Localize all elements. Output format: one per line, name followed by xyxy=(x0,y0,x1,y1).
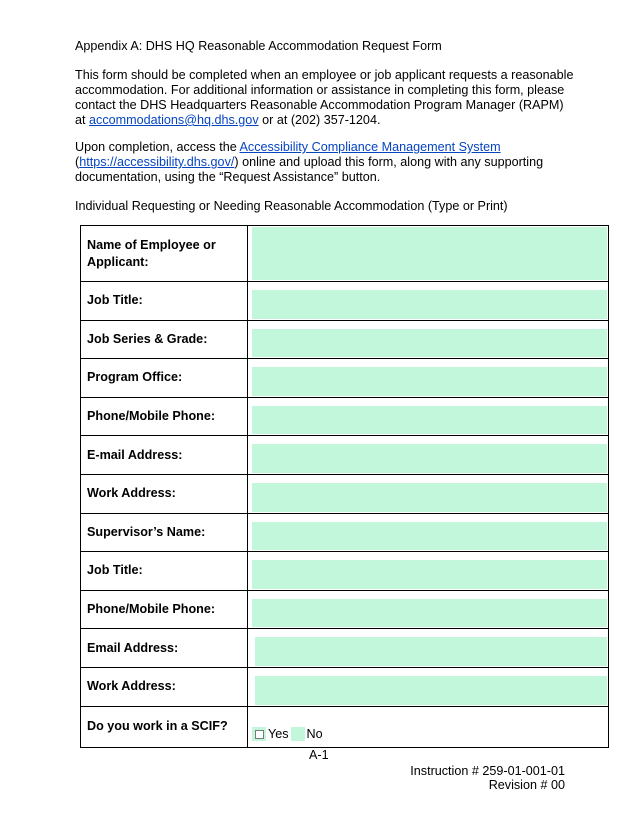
field-label: Program Office: xyxy=(81,359,248,398)
field-label: Name of Employee or Applicant: xyxy=(81,226,248,282)
scif-no-label: No xyxy=(306,726,323,741)
supervisor-name-field[interactable] xyxy=(248,513,609,552)
job-series-grade-field[interactable] xyxy=(248,320,609,359)
field-label: E-mail Address: xyxy=(81,436,248,475)
field-fill[interactable] xyxy=(252,444,607,473)
table-row xyxy=(81,320,609,359)
field-fill[interactable] xyxy=(252,560,607,589)
table-row xyxy=(81,397,609,436)
table-row xyxy=(81,629,609,668)
name-field[interactable] xyxy=(248,226,609,282)
supervisor-work-address-field[interactable] xyxy=(248,667,609,706)
field-fill[interactable] xyxy=(252,227,607,280)
rapm-email-link[interactable]: accommodations@hq.dhs.gov xyxy=(89,113,259,127)
field-fill[interactable] xyxy=(252,329,607,358)
table-row xyxy=(81,226,609,282)
table-row xyxy=(81,359,609,398)
scif-choice-group xyxy=(248,713,608,741)
field-label: Phone/Mobile Phone: xyxy=(81,590,248,629)
open-paren: ( xyxy=(75,155,80,169)
intro-paragraph xyxy=(75,68,575,128)
upload-paragraph xyxy=(75,140,575,185)
checkbox-square-icon xyxy=(255,730,264,739)
field-fill[interactable] xyxy=(255,637,607,666)
revision-number: Revision # 00 xyxy=(488,778,565,792)
field-fill[interactable] xyxy=(252,522,607,551)
table-row xyxy=(81,706,609,747)
field-label: Phone/Mobile Phone: xyxy=(81,397,248,436)
accessibility-url-link[interactable]: https://accessibility.dhs.gov/ xyxy=(79,155,235,169)
accommodation-request-table xyxy=(80,225,609,748)
field-fill[interactable] xyxy=(255,676,607,705)
field-fill[interactable] xyxy=(252,367,607,396)
scif-options xyxy=(248,706,609,747)
supervisor-email-field[interactable] xyxy=(248,629,609,668)
table-row xyxy=(81,282,609,321)
field-label: Job Series & Grade: xyxy=(81,320,248,359)
upload-text-after: ) online and upload this form, along with any supporting documentation, using the “Request Assistance” button. xyxy=(75,155,544,184)
upload-text-before: Upon completion, access the xyxy=(75,140,240,154)
acms-link[interactable]: Accessibility Compliance Management System xyxy=(239,140,501,154)
scif-yes-label: Yes xyxy=(268,726,289,741)
work-address-field[interactable] xyxy=(248,474,609,513)
field-fill[interactable] xyxy=(252,290,607,319)
intro-text-after: or at (202) 357-1204. xyxy=(258,113,381,127)
field-label: Job Title: xyxy=(81,282,248,321)
page-number: A-1 xyxy=(309,748,329,762)
instruction-footer xyxy=(410,764,565,792)
table-row xyxy=(81,436,609,475)
field-label: Work Address: xyxy=(81,667,248,706)
section-heading: Individual Requesting or Needing Reasonable Accommodation (Type or Print) xyxy=(75,199,508,213)
intro-text-before: This form should be completed when an employee or job applicant requests a reasonable accommodation. For additional information or assistance in completing this form, please contact the DHS Headquarters Reasonable Accommodation Program Manager (RAPM) at xyxy=(75,68,574,127)
field-label: Work Address: xyxy=(81,474,248,513)
table-row xyxy=(81,590,609,629)
field-fill[interactable] xyxy=(252,599,607,628)
field-label: Job Title: xyxy=(81,552,248,591)
field-fill[interactable] xyxy=(252,406,607,435)
table-row xyxy=(81,474,609,513)
field-fill[interactable] xyxy=(252,483,607,512)
page-title: Appendix A: DHS HQ Reasonable Accommodation Request Form xyxy=(75,39,442,53)
field-label: Email Address: xyxy=(81,629,248,668)
table-row xyxy=(81,513,609,552)
instruction-number: Instruction # 259-01-001-01 xyxy=(410,764,565,778)
scif-no-checkbox[interactable] xyxy=(291,727,305,741)
field-label: Supervisor’s Name: xyxy=(81,513,248,552)
job-title-field[interactable] xyxy=(248,282,609,321)
program-office-field[interactable] xyxy=(248,359,609,398)
supervisor-job-title-field[interactable] xyxy=(248,552,609,591)
supervisor-phone-field[interactable] xyxy=(248,590,609,629)
phone-field[interactable] xyxy=(248,397,609,436)
table-row xyxy=(81,552,609,591)
email-field[interactable] xyxy=(248,436,609,475)
field-label: Do you work in a SCIF? xyxy=(81,706,248,747)
scif-yes-checkbox[interactable] xyxy=(252,727,266,741)
table-row xyxy=(81,667,609,706)
